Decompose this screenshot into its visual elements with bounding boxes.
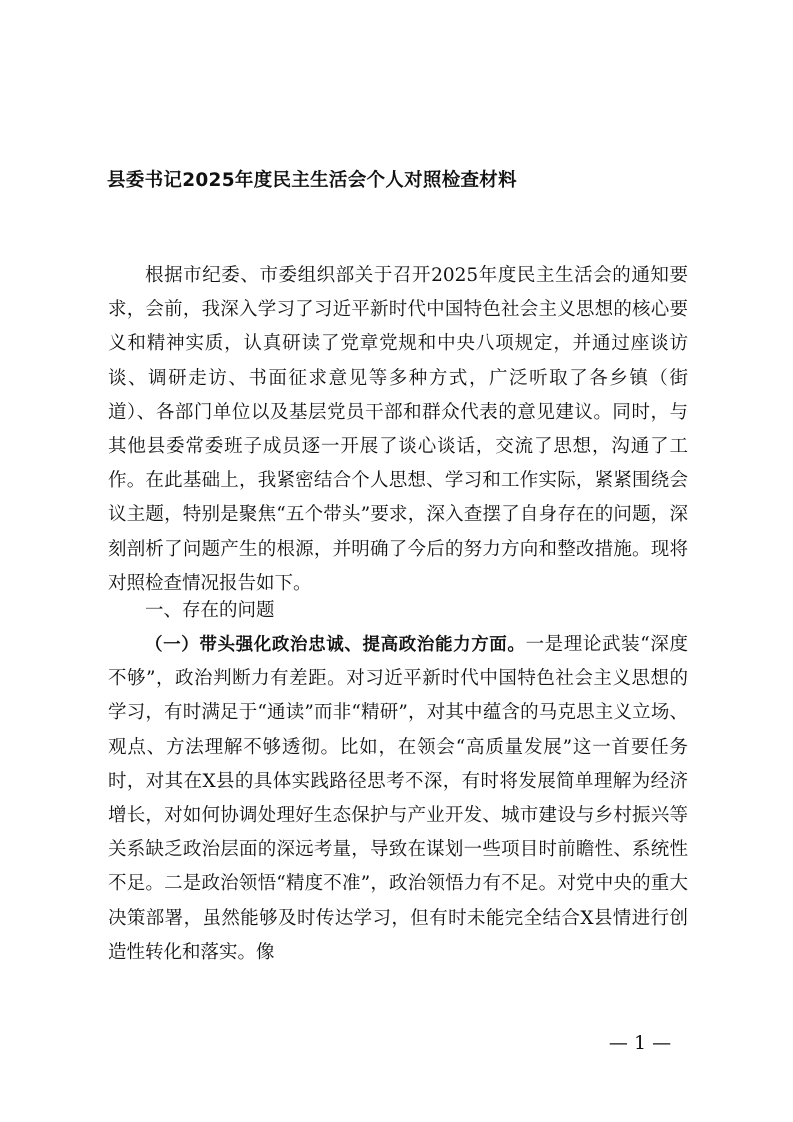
section-heading-problems: 一、存在的问题 xyxy=(145,600,275,621)
intro-paragraph: 根据市纪委、市委组织部关于召开2025年度民主生活会的通知要求，会前，我深入学习了习近平新时代中国特色社会主义思想的核心要义和精神实质，认真研读了党章党规和中央八项规定，并通过座谈访谈、调研走访、书面征求意见等多种方式，广泛听取了各乡镇（街道）、各部门单位以及基层党员干部和群众代表的意见建议。同时，与其他县委常委班子成员逐一开展了谈心谈话，交流了思想，沟通了工作。在此基础上，我紧密结合个人思想、学习和工作实际，紧紧围绕会议主题，特别是聚焦“五个带头”要求，深入查摆了自身存在的问题，深刻剖析了问题产生的根源，并明确了今后的努力方向和整改措施。现将对照检查情况报告如下。 xyxy=(108,265,688,594)
subsection-text: 一是理论武装“深度不够”，政治判断力有差距。对习近平新时代中国特色社会主义思想的学习，有时满足于“通读”而非“精研”，对其中蕴含的马克思主义立场、观点、方法理解不够透彻。比如，在领会“高质量发展”这一首要任务时，对其在X县的具体实践路径思考不深，有时将发展简单理解为经济增长，对如何协调处理好生态保护与产业开发、城市建设与乡村振兴等关系缺乏政治层面的深远考量，导致在谋划一些项目时前瞻性、系统性不足。二是政治领悟“精度不准”，政治领悟力有不足。对党中央的重大决策部署，虽然能够及时传达学习，但有时未能完全结合X县情进行创造性转化和落实。像 xyxy=(108,634,688,963)
document-title: 县委书记2025年度民主生活会个人对照检查材料 xyxy=(107,170,517,191)
page-number: — 1 — xyxy=(608,1032,672,1054)
subsection-heading: （一）带头强化政治忠诚、提高政治能力方面。 xyxy=(145,635,526,655)
subsection-paragraph xyxy=(108,628,688,970)
